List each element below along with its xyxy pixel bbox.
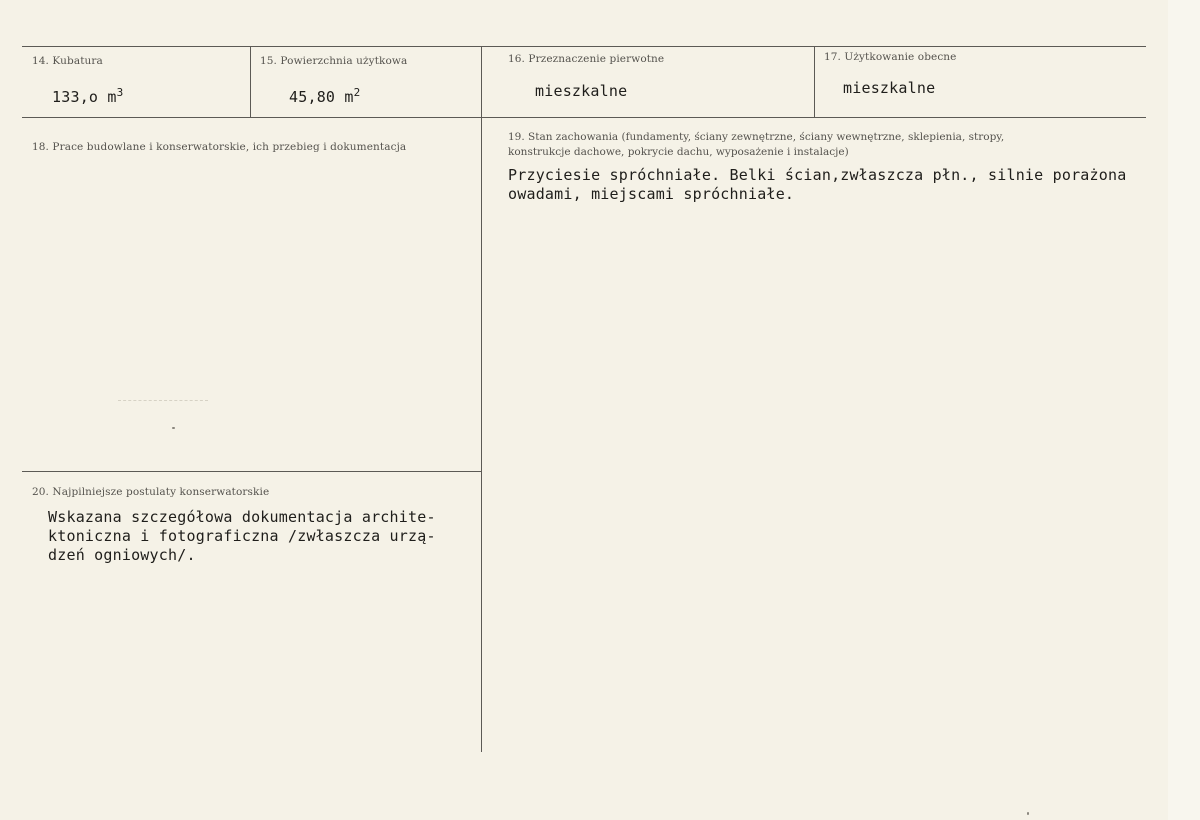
section18-bottom-rule [22,471,482,472]
ink-speck [1027,812,1029,815]
cubature-value: 133,o m [52,88,117,106]
usable-area-value: 45,80 m [289,88,354,106]
row1-bottom-rule [22,117,1146,118]
original-purpose-value: mieszkalne [535,82,628,100]
faint-mark [118,400,208,401]
field-14-label: 14. Kubatura [32,55,103,67]
field-14-value [52,86,123,106]
field-16-label: 16. Przeznaczenie pierwotne [508,53,665,65]
postulates-line-2: ktoniczna i fotograficzna /zwłaszcza urzą- [48,527,436,545]
page-edge [1168,0,1200,820]
field-15-value [289,86,360,106]
field-19-label: 19. Stan zachowania (fundamenty, ściany zewnętrzne, ściany wewnętrzne, sklepienia, stropy, konstrukcje dachowe, pokrycie dachu, wyposażenie i instalacje) [508,131,1005,158]
postulates-text [48,508,436,565]
condition-line-2: owadami, miejscami spróchniałe. [508,185,795,203]
ink-speck [172,427,175,429]
field-17-label: 17. Użytkowanie obecne [824,51,957,63]
divider-16-17 [814,46,815,117]
divider-15-16 [481,46,482,752]
top-rule [22,46,1146,47]
cubature-unit-exponent: 3 [116,86,124,99]
condition-line-1: Przyciesie spróchniałe. Belki ścian,zwłaszcza płn., silnie porażona [508,166,1127,184]
field-15-label: 15. Powierzchnia użytkowa [260,55,408,67]
field-20-label: 20. Najpilniejsze postulaty konserwatorskie [32,486,270,498]
condition-text [508,166,1126,204]
area-unit-exponent: 2 [353,86,361,99]
field-18-label: 18. Prace budowlane i konserwatorskie, ich przebieg i dokumentacja [32,141,407,153]
postulates-line-1: Wskazana szczegółowa dokumentacja archite- [48,508,436,526]
current-use-value: mieszkalne [843,79,936,97]
divider-14-15 [250,46,251,117]
postulates-line-3: dzeń ogniowych/. [48,546,196,564]
